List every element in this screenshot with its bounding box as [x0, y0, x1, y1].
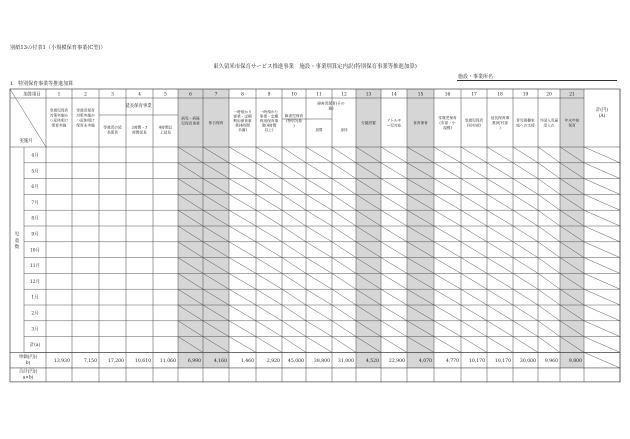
slash-mark [229, 258, 256, 274]
col-16-header: 規模) [443, 126, 452, 130]
month-row-label: 10月 [30, 248, 40, 254]
slash-mark [256, 289, 282, 305]
col-18-header: ) [499, 126, 501, 130]
slash-mark [381, 194, 407, 210]
slash-mark [332, 258, 356, 274]
col-21-header: 保育 [568, 123, 576, 128]
slash-mark [332, 321, 356, 337]
slash-mark [332, 210, 356, 226]
slash-mark [513, 289, 538, 305]
col-14-header: アレルギ [386, 118, 402, 123]
slash-mark [256, 242, 282, 258]
slash-mark [487, 258, 513, 274]
disabled-child-group-header: 他) [328, 106, 334, 111]
slash-mark [256, 337, 282, 353]
unit-price-label: 単価(円)( [18, 354, 38, 360]
slash-mark [538, 289, 560, 305]
slash-mark [282, 226, 306, 242]
col-1-header: 対策実施か [49, 113, 69, 118]
slash-mark [256, 273, 282, 289]
slash-mark [513, 305, 538, 321]
slash-mark [487, 242, 513, 258]
col-1-header: 保育実施 [51, 123, 67, 128]
slash-mark [584, 352, 620, 368]
slash-mark [538, 321, 560, 337]
column-number-6: 6 [189, 92, 192, 98]
slash-mark [461, 194, 487, 210]
slash-mark [306, 242, 332, 258]
slash-mark [584, 321, 620, 337]
unit-price-value: 31,000 [337, 358, 354, 364]
slash-mark [306, 289, 332, 305]
slash-mark [434, 163, 461, 179]
unit-price-value: 9,960 [544, 358, 558, 364]
unit-price-value: 4,070 [418, 358, 432, 364]
slash-mark [487, 337, 513, 353]
slash-mark [332, 242, 356, 258]
col-3-header: 長保育 [106, 130, 119, 135]
slash-mark [381, 321, 407, 337]
unit-price-value: 1,460 [240, 358, 254, 364]
slash-mark [381, 179, 407, 195]
column-number-18: 18 [497, 92, 503, 98]
slash-mark [229, 210, 256, 226]
col-12-header: 身体 [340, 128, 348, 132]
slash-mark [229, 226, 256, 242]
col-8-header: 一時預かり [233, 109, 252, 114]
slash-mark [229, 179, 256, 195]
section-heading: 1 特別保育事業等推進加算 [10, 81, 74, 87]
slash-mark [434, 337, 461, 353]
slash-mark [306, 305, 332, 321]
facility-name-label: 施設・事業所名 [458, 74, 494, 80]
slash-mark [229, 147, 256, 163]
slash-mark [282, 163, 306, 179]
column-number-15: 15 [417, 92, 424, 98]
attachment-label: 別紙13の付表1（小規模保育事業(C型)） [10, 45, 106, 51]
col-14-header: ー児対応 [386, 123, 402, 128]
col-10-header: (特別対象 [285, 119, 303, 123]
slash-mark [332, 163, 356, 179]
unit-price-value: 10,170 [494, 358, 511, 364]
slash-mark [584, 210, 620, 226]
slash-mark [381, 305, 407, 321]
col-4-header: 時間延長 [132, 130, 147, 135]
slash-mark [513, 210, 538, 226]
col-5-header: 上延長 [159, 130, 172, 135]
column-number-4: 4 [138, 92, 141, 98]
slash-mark [461, 258, 487, 274]
col-1-header: 零歳児保育 [49, 108, 69, 113]
month-row-label: 計(a) [29, 343, 41, 349]
slash-mark [487, 226, 513, 242]
slash-mark [584, 226, 620, 242]
slash-mark [434, 289, 461, 305]
col-8-header: 利用保育事 [233, 119, 252, 123]
slash-mark [584, 289, 620, 305]
slash-mark [282, 337, 306, 353]
col-1-header: つ産休明け [49, 118, 69, 123]
slash-mark [487, 273, 513, 289]
item-label-header: 加算項目 [23, 92, 41, 98]
slash-mark [584, 179, 620, 195]
slash-mark [434, 210, 461, 226]
unit-price-value: 4,770 [445, 358, 459, 364]
month-row-label: 12月 [30, 279, 40, 285]
month-row-label: 1月 [31, 295, 39, 301]
col-9-header: 事業・定期 [259, 114, 279, 119]
col-2-header: 零歳児保育 [76, 108, 95, 113]
col-3-header: 零歳児の延 [103, 125, 122, 130]
slash-mark [538, 337, 560, 353]
slash-mark [461, 226, 487, 242]
slash-mark [306, 179, 332, 195]
slash-mark [584, 305, 620, 321]
slash-mark [434, 273, 461, 289]
slash-mark [381, 337, 407, 353]
column-number-9: 9 [267, 92, 271, 98]
unit-price-value: 13,930 [53, 358, 70, 364]
slash-mark [434, 147, 461, 163]
slash-mark [381, 258, 407, 274]
slash-mark [256, 194, 282, 210]
slash-mark [513, 147, 538, 163]
slash-mark [461, 321, 487, 337]
slash-mark [306, 210, 332, 226]
col-19-header: 庭への支援 [516, 123, 535, 128]
slash-mark [332, 273, 356, 289]
extended-care-group-header: 延長保育事業 [125, 104, 152, 109]
slash-mark [487, 321, 513, 337]
col-9-header: 利用保育事 [259, 119, 279, 123]
col-20-header: 受入れ [543, 123, 555, 128]
slash-mark [332, 289, 356, 305]
slash-mark [256, 258, 282, 274]
slash-mark [229, 163, 256, 179]
table-border [10, 89, 620, 382]
slash-mark [584, 258, 620, 274]
unit-price-value: 38,800 [313, 358, 330, 364]
column-number-2: 2 [84, 92, 87, 98]
slash-mark [538, 242, 560, 258]
unit-price-value: 7,150 [83, 358, 97, 364]
col-15-header: 食育保育 [413, 121, 428, 125]
column-number-11: 11 [316, 92, 322, 98]
slash-mark [306, 337, 332, 353]
page-title: 東久留米市保育サービス推進事業 施設・事業別算定内訳(特別保育事業等推進加算) [213, 64, 417, 70]
slash-mark [306, 147, 332, 163]
slash-mark [381, 242, 407, 258]
col-8-header: 事業・定期 [233, 114, 252, 119]
slash-mark [487, 194, 513, 210]
col-9-header: 業(4時間 [261, 123, 277, 128]
slash-mark [332, 147, 356, 163]
slash-mark [461, 305, 487, 321]
unit-price-label: b) [25, 360, 31, 366]
unit-price-value: 4,520 [365, 358, 379, 364]
slash-mark [332, 337, 356, 353]
slash-mark [306, 163, 332, 179]
slash-mark [487, 163, 513, 179]
col-11-header: 加算 [315, 128, 323, 132]
col-17-header: (町村部) [467, 123, 481, 128]
month-row-label: 4月 [31, 153, 39, 159]
column-number-5: 5 [164, 92, 167, 98]
slash-mark [434, 258, 461, 274]
slash-mark [256, 163, 282, 179]
slash-mark [487, 179, 513, 195]
slash-mark [229, 337, 256, 353]
month-row-label: 2月 [31, 311, 39, 317]
slash-mark [256, 179, 282, 195]
slash-mark [461, 210, 487, 226]
col-18-header: 延長保育事 [490, 116, 510, 120]
slash-mark [461, 163, 487, 179]
slash-mark [538, 194, 560, 210]
unit-price-value: 6,990 [187, 358, 201, 364]
unit-price-value: 10,610 [134, 358, 151, 364]
slash-mark [584, 194, 620, 210]
col-10-header: ) [293, 124, 295, 128]
slash-mark [461, 289, 487, 305]
slash-mark [256, 226, 282, 242]
slash-mark [461, 147, 487, 163]
col-2-header: つ産休明け [76, 118, 95, 123]
col-21-header: 年末年始 [564, 118, 580, 123]
col-16-header: (市部・小 [439, 121, 456, 125]
slash-mark [461, 242, 487, 258]
column-number-8: 8 [241, 92, 244, 98]
column-number-19: 19 [522, 92, 529, 98]
slash-mark [282, 242, 306, 258]
col-13-header: 分園設置 [361, 121, 376, 125]
column-number-10: 10 [291, 92, 297, 98]
slash-mark [229, 242, 256, 258]
unit-price-value: 2,920 [266, 358, 280, 364]
slash-mark [256, 321, 282, 337]
col-16-header: 零歳児保育 [438, 116, 457, 120]
column-number-17: 17 [471, 92, 477, 98]
slash-mark [306, 226, 332, 242]
unit-price-value: 45,000 [287, 358, 304, 364]
col-8-header: 業(4時間 [235, 123, 250, 128]
col-8-header: 未満) [238, 128, 247, 133]
slash-mark [381, 147, 407, 163]
month-row-label: 3月 [31, 327, 39, 333]
slash-mark [282, 194, 306, 210]
slash-mark [282, 289, 306, 305]
slash-mark [513, 258, 538, 274]
col-2-header: 対策実施か [76, 113, 95, 118]
slash-mark [538, 210, 560, 226]
slash-mark [584, 273, 620, 289]
slash-mark [538, 147, 560, 163]
slash-mark [434, 321, 461, 337]
slash-mark [282, 210, 306, 226]
slash-mark [434, 194, 461, 210]
slash-mark [381, 289, 407, 305]
column-number-3: 3 [111, 92, 114, 98]
slash-mark [434, 179, 461, 195]
children-count-label: 児 [14, 232, 20, 238]
slash-mark [487, 147, 513, 163]
slash-mark [282, 147, 306, 163]
col-6-header: 病児・病後 [181, 116, 200, 121]
slash-mark [282, 305, 306, 321]
slash-mark [513, 179, 538, 195]
slash-mark [381, 210, 407, 226]
slash-mark [256, 305, 282, 321]
column-number-13: 13 [365, 92, 372, 98]
slash-mark [229, 289, 256, 305]
column-number-12: 12 [341, 92, 347, 98]
unit-price-value: 17,200 [107, 358, 124, 364]
month-row-label: 9月 [31, 232, 39, 238]
unit-price-value: 11,060 [159, 358, 176, 364]
total-amount-label: 合計(円)( [18, 369, 38, 375]
total-column-header: (A) [598, 114, 606, 119]
children-count-label: 数 [14, 245, 20, 251]
col-2-header: 保育未実施 [76, 123, 95, 128]
slash-mark [381, 163, 407, 179]
unit-price-value: 9,800 [568, 358, 582, 364]
slash-mark [306, 273, 332, 289]
month-row-label: 6月 [31, 185, 39, 191]
slash-mark [229, 321, 256, 337]
col-4-header: 2時間・3 [131, 125, 148, 130]
column-number-7: 7 [214, 92, 218, 98]
month-row-label: 11月 [30, 264, 40, 270]
month-row-label: 7月 [31, 200, 39, 206]
slash-mark [538, 179, 560, 195]
slash-mark [434, 305, 461, 321]
slash-mark [229, 194, 256, 210]
slash-mark [434, 226, 461, 242]
implementation-month-header: 実施月 [19, 139, 33, 144]
slash-mark [513, 194, 538, 210]
slash-mark [538, 305, 560, 321]
slash-mark [332, 226, 356, 242]
slash-mark [332, 179, 356, 195]
slash-mark [513, 273, 538, 289]
col-19-header: 育児困難家 [516, 118, 535, 123]
slash-mark [461, 273, 487, 289]
slash-mark [513, 163, 538, 179]
column-number-21: 21 [569, 92, 575, 98]
slash-mark [282, 321, 306, 337]
slash-mark [584, 163, 620, 179]
slash-mark [306, 194, 332, 210]
slash-mark [584, 337, 620, 353]
slash-mark [538, 226, 560, 242]
slash-mark [256, 147, 282, 163]
slash-mark [584, 147, 620, 163]
slash-mark [584, 242, 620, 258]
slash-mark [332, 305, 356, 321]
slash-mark [513, 337, 538, 353]
slash-mark [513, 226, 538, 242]
col-20-header: 外国人児童 [539, 118, 559, 123]
col-6-header: 児保育事業 [181, 121, 200, 126]
total-amount-label: a×b) [22, 375, 34, 381]
column-number-16: 16 [444, 92, 451, 98]
unit-price-value: 4,160 [213, 358, 227, 364]
slash-mark [229, 273, 256, 289]
slash-mark [306, 258, 332, 274]
slash-mark [487, 210, 513, 226]
slash-mark [332, 194, 356, 210]
slash-mark [513, 242, 538, 258]
slash-mark [306, 321, 332, 337]
slash-mark [513, 321, 538, 337]
slash-mark [282, 273, 306, 289]
slash-mark [381, 273, 407, 289]
col-10-header: 障害児保育 [284, 114, 304, 118]
column-number-20: 20 [546, 92, 552, 98]
month-row-label: 8月 [31, 216, 39, 222]
col-17-header: 零歳児保育 [464, 118, 484, 123]
slash-mark [229, 305, 256, 321]
slash-mark [256, 210, 282, 226]
unit-price-value: 10,170 [468, 358, 485, 364]
disabled-child-group-header: 障害児保育(その [317, 101, 345, 106]
slash-mark [434, 242, 461, 258]
children-count-label: 童 [14, 238, 20, 244]
slash-mark [487, 289, 513, 305]
unit-price-value: 30,000 [519, 358, 536, 364]
slash-mark [381, 226, 407, 242]
slash-mark [282, 179, 306, 195]
total-column-header: 計(円) [595, 108, 609, 113]
col-9-header: 一時預かり [259, 109, 279, 114]
slash-mark [461, 179, 487, 195]
col-18-header: 業(町村部 [491, 121, 509, 125]
month-row-label: 5月 [31, 169, 39, 175]
col-7-header: 休日保育 [208, 121, 224, 125]
slash-mark [461, 337, 487, 353]
slash-mark [487, 305, 513, 321]
col-5-header: 4時間以 [158, 125, 173, 130]
slash-mark [282, 258, 306, 274]
slash-mark [538, 163, 560, 179]
col-9-header: 以上) [264, 128, 274, 133]
slash-mark [538, 258, 560, 274]
slash-mark [538, 273, 560, 289]
column-number-14: 14 [391, 92, 397, 98]
column-number-1: 1 [57, 92, 61, 98]
unit-price-value: 22,900 [388, 358, 405, 364]
